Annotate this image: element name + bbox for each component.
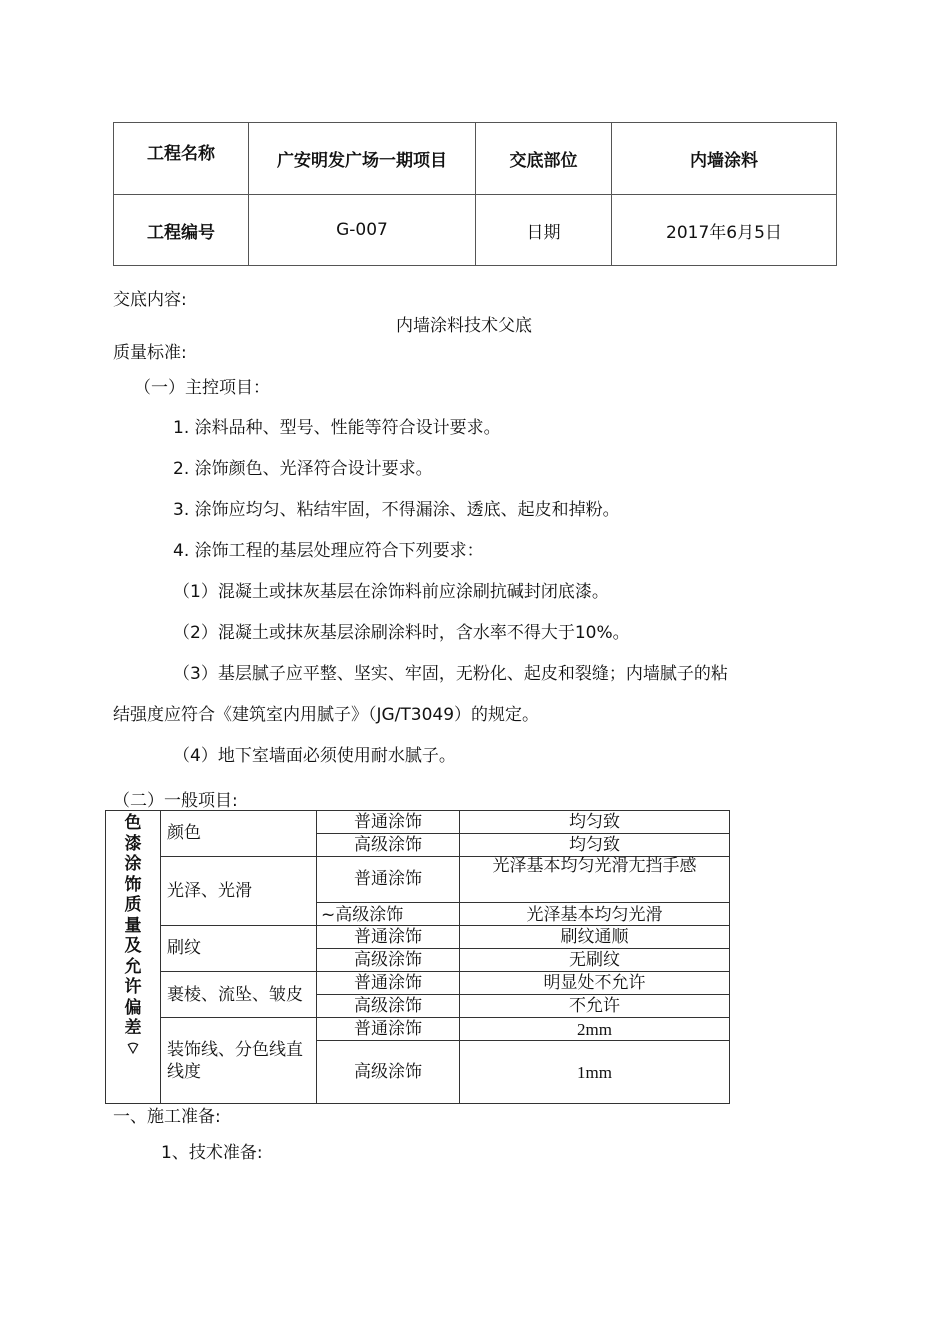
project-info-table: [113, 122, 837, 266]
main-item-2: 2. 涂饰颜色、光泽符合设计要求。: [173, 459, 433, 479]
sub-item-3-cont: 结强度应符合《建筑室内用腻子》（JG/T3049）的规定。: [113, 705, 540, 725]
handover-part-label: 交底部位: [476, 123, 612, 195]
main-item-4: 4. 涂饰工程的基层处理应符合下列要求：: [173, 541, 484, 561]
standard-cell: 均匀致: [460, 834, 730, 857]
grade-cell: 高级涂饰: [317, 1041, 460, 1104]
handover-part-value: 内墙涂料: [612, 123, 837, 195]
item-color: 颜色: [161, 811, 317, 857]
project-name-value: 广安明发广场一期项目: [249, 123, 476, 195]
construction-prep-heading: 一、施工准备:: [113, 1107, 221, 1127]
grade-cell: 高级涂饰: [317, 834, 460, 857]
standard-cell: 不允许: [460, 995, 730, 1018]
sub-item-3: （3）基层腻子应平整、坚实、牢固，无粉化、起皮和裂缝；内墙腻子的粘: [173, 664, 728, 684]
grade-cell: 普通涂饰: [317, 857, 460, 903]
standard-cell: 刷纹通顺: [460, 926, 730, 949]
technical-prep-heading: 1、技术准备:: [161, 1143, 263, 1163]
standard-cell: 明显处不允许: [460, 972, 730, 995]
project-number-label: 工程编号: [114, 195, 249, 266]
date-label: 日期: [476, 195, 612, 266]
main-item-3: 3. 涂饰应均匀、粘结牢固，不得漏涂、透底、起皮和掉粉。: [173, 500, 620, 520]
item-gloss: 光泽、光滑: [161, 857, 317, 926]
grade-cell: 普通涂饰: [317, 926, 460, 949]
grade-cell: 普通涂饰: [317, 972, 460, 995]
standard-cell: 1mm: [460, 1041, 730, 1104]
standard-cell: 均匀致: [460, 811, 730, 834]
main-item-1: 1. 涂料品种、型号、性能等符合设计要求。: [173, 418, 501, 438]
table-side-label: 色漆涂饰质量及允许偏差⌔: [124, 813, 142, 1059]
grade-cell: 普通涂饰: [317, 811, 460, 834]
standard-cell: 无刷纹: [460, 949, 730, 972]
item-sagging: 裹棱、流坠、皱皮: [161, 972, 317, 1018]
quality-tolerance-table: [105, 810, 730, 1104]
general-items-heading: （二）一般项目:: [113, 791, 238, 811]
grade-cell: 高级涂饰: [317, 949, 460, 972]
item-brush-marks: 刷纹: [161, 926, 317, 972]
content-label: 交底内容:: [113, 290, 187, 310]
quality-label: 质量标准:: [113, 343, 187, 363]
grade-cell: ~高级涂饰: [317, 903, 460, 926]
project-number-value: G-007: [249, 195, 476, 266]
sub-item-4: （4）地下室墙面必须使用耐水腻子。: [173, 746, 456, 766]
grade-cell: 高级涂饰: [317, 995, 460, 1018]
grade-cell: 普通涂饰: [317, 1018, 460, 1041]
standard-cell: 光泽基本均匀光滑尢挡手感: [460, 857, 730, 903]
item-straightness: 装饰线、分色线直线度: [161, 1018, 317, 1104]
sub-item-1: （1）混凝土或抹灰基层在涂饰料前应涂刷抗碱封闭底漆。: [173, 582, 609, 602]
date-value: 2017年6月5日: [612, 195, 837, 266]
document-title: 内墙涂料技术父底: [396, 316, 532, 336]
standard-cell: 2mm: [460, 1018, 730, 1041]
standard-cell: 光泽基本均匀光滑: [460, 903, 730, 926]
sub-item-2: （2）混凝土或抹灰基层涂刷涂料时，含水率不得大于10%。: [173, 623, 630, 643]
project-name-label: 工程名称: [114, 123, 249, 195]
main-items-heading: （一）主控项目：: [134, 378, 270, 398]
